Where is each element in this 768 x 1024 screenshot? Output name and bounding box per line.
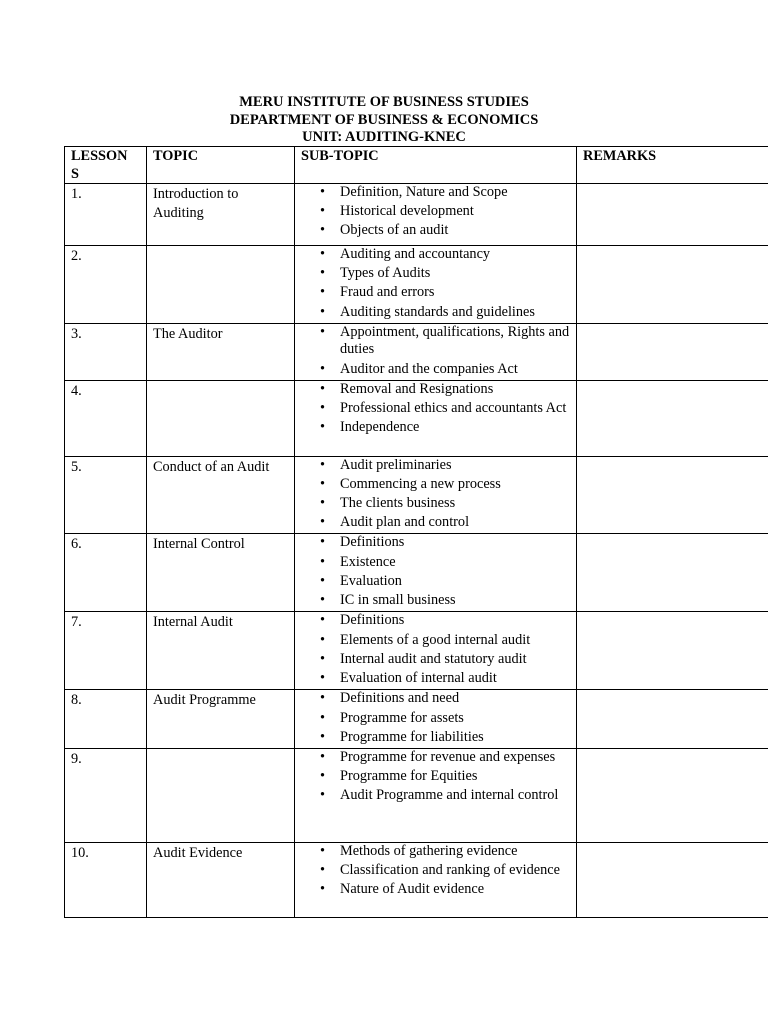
- subtopic-text: Programme for liabilities: [340, 728, 484, 745]
- list-item: [295, 670, 576, 688]
- topic-cell: Audit Programme: [147, 690, 295, 749]
- table-row: [65, 184, 768, 246]
- bullet-icon: •: [320, 787, 326, 804]
- table-row: [65, 534, 768, 612]
- topic-cell: [147, 380, 295, 456]
- subtopic-text: Definition, Nature and Scope: [340, 184, 508, 200]
- list-item: [295, 284, 576, 302]
- subtopic-cell: [295, 323, 577, 380]
- lesson-number: 8.: [65, 690, 147, 749]
- remarks-cell: [577, 323, 768, 380]
- list-item: [295, 651, 576, 669]
- bullet-icon: •: [320, 495, 326, 512]
- list-item: [295, 476, 576, 494]
- bullet-icon: •: [320, 475, 326, 492]
- bullet-icon: •: [320, 612, 326, 629]
- table-row: [65, 690, 768, 749]
- subtopic-text: Independence: [340, 419, 420, 436]
- subtopic-text: Removal and Resignations: [340, 380, 494, 397]
- subtopic-text: Elements of a good internal audit: [340, 631, 531, 648]
- subtopic-text: Audit Programme and internal control: [340, 787, 559, 804]
- subtopic-cell: [295, 612, 577, 690]
- subtopic-text: Professional ethics and accountants Act: [340, 399, 567, 416]
- table-header-row: [65, 147, 768, 184]
- bullet-icon: •: [320, 380, 326, 397]
- subtopic-text: Commencing a new process: [340, 475, 501, 492]
- topic-cell: [147, 749, 295, 843]
- list-item: [295, 554, 576, 572]
- bullet-icon: •: [320, 203, 326, 220]
- lesson-number: 7.: [65, 612, 147, 690]
- bullet-icon: •: [320, 709, 326, 726]
- subtopic-cell: [295, 456, 577, 534]
- remarks-cell: [577, 380, 768, 456]
- topic-cell: Internal Audit: [147, 612, 295, 690]
- subtopic-list: [295, 690, 576, 746]
- table-row: [65, 612, 768, 690]
- remarks-cell: [577, 184, 768, 246]
- bullet-icon: •: [320, 572, 326, 589]
- table-row: [65, 456, 768, 534]
- bullet-icon: •: [320, 284, 326, 301]
- remarks-cell: [577, 690, 768, 749]
- subtopic-text: Evaluation of internal audit: [340, 670, 497, 687]
- bullet-icon: •: [320, 553, 326, 570]
- subtopic-text: Audit plan and control: [340, 514, 470, 531]
- bullet-icon: •: [320, 690, 326, 707]
- list-item: [295, 710, 576, 728]
- remarks-cell: [577, 843, 768, 918]
- subtopic-text: Auditing and accountancy: [340, 246, 491, 262]
- subtopic-list: [295, 184, 576, 240]
- institute-name: MERU INSTITUTE OF BUSINESS STUDIES: [239, 94, 529, 110]
- subtopic-text: Classification and ranking of evidence: [340, 862, 560, 879]
- bullet-icon: •: [320, 323, 326, 340]
- bullet-icon: •: [320, 534, 326, 551]
- list-item: [295, 749, 576, 767]
- subtopic-text: Programme for Equities: [340, 768, 478, 785]
- subtopic-cell: [295, 843, 577, 918]
- topic-cell: Conduct of an Audit: [147, 456, 295, 534]
- list-item: [295, 381, 576, 399]
- bullet-icon: •: [320, 514, 326, 531]
- subtopic-text: Methods of gathering evidence: [340, 843, 518, 860]
- subtopic-text: Existence: [340, 553, 396, 570]
- subtopic-text: Fraud and errors: [340, 284, 435, 301]
- list-item: [295, 862, 576, 880]
- list-item: [295, 246, 576, 264]
- list-item: [295, 495, 576, 513]
- lesson-number: 4.: [65, 380, 147, 456]
- subtopic-list: [295, 612, 576, 687]
- document-header: [0, 94, 768, 147]
- lesson-number: 9.: [65, 749, 147, 843]
- subtopic-text: Evaluation: [340, 572, 402, 589]
- list-item: [295, 222, 576, 240]
- remarks-cell: [577, 612, 768, 690]
- subtopic-text: Programme for assets: [340, 709, 464, 726]
- lesson-number: 10.: [65, 843, 147, 918]
- subtopic-list: [295, 534, 576, 609]
- table-row: [65, 246, 768, 324]
- subtopic-text: Definitions: [340, 534, 405, 551]
- lesson-number: 2.: [65, 246, 147, 324]
- bullet-icon: •: [320, 650, 326, 667]
- subtopic-text: Programme for revenue and expenses: [340, 749, 556, 766]
- subtopic-text: Appointment, qualifications, Rights and duties: [340, 323, 570, 358]
- subtopic-text: Definitions: [340, 612, 405, 629]
- list-item: [295, 729, 576, 747]
- subtopic-text: IC in small business: [340, 592, 456, 609]
- bullet-icon: •: [320, 670, 326, 687]
- list-item: [295, 514, 576, 532]
- subtopic-list: [295, 324, 576, 378]
- subtopic-list: [295, 246, 576, 321]
- table-row: [65, 749, 768, 843]
- subtopic-cell: [295, 749, 577, 843]
- bullet-icon: •: [320, 728, 326, 745]
- bullet-icon: •: [320, 592, 326, 609]
- remarks-cell: [577, 534, 768, 612]
- subtopic-text: The clients business: [340, 495, 456, 512]
- bullet-icon: •: [320, 246, 326, 262]
- list-item: [295, 881, 576, 899]
- list-item: [295, 304, 576, 322]
- topic-cell: Audit Evidence: [147, 843, 295, 918]
- list-item: [295, 361, 576, 379]
- bullet-icon: •: [320, 184, 326, 200]
- subtopic-list: [295, 457, 576, 532]
- remarks-cell: [577, 749, 768, 843]
- remarks-cell: [577, 456, 768, 534]
- topic-cell: Introduction to Auditing: [147, 184, 295, 246]
- bullet-icon: •: [320, 881, 326, 898]
- subtopic-text: Objects of an audit: [340, 222, 449, 239]
- column-header-subtopic: SUB-TOPIC: [295, 147, 577, 184]
- subtopic-cell: [295, 184, 577, 246]
- subtopic-cell: [295, 380, 577, 456]
- bullet-icon: •: [320, 768, 326, 785]
- list-item: [295, 632, 576, 650]
- bullet-icon: •: [320, 749, 326, 766]
- lesson-number: 1.: [65, 184, 147, 246]
- table-row: [65, 380, 768, 456]
- unit-title: UNIT: AUDITING-KNEC: [302, 129, 466, 145]
- table-body: [65, 184, 768, 918]
- bullet-icon: •: [320, 265, 326, 282]
- subtopic-text: Auditing standards and guidelines: [340, 303, 535, 320]
- list-item: [295, 324, 576, 359]
- lesson-number: 3.: [65, 323, 147, 380]
- list-item: [295, 573, 576, 591]
- bullet-icon: •: [320, 222, 326, 239]
- list-item: [295, 265, 576, 283]
- list-item: [295, 419, 576, 437]
- list-item: [295, 203, 576, 221]
- topic-cell: Internal Control: [147, 534, 295, 612]
- bullet-icon: •: [320, 862, 326, 879]
- bullet-icon: •: [320, 456, 326, 473]
- list-item: [295, 534, 576, 552]
- list-item: [295, 592, 576, 610]
- list-item: [295, 768, 576, 786]
- subtopic-text: Auditor and the companies Act: [340, 360, 518, 377]
- department-name: DEPARTMENT OF BUSINESS & ECONOMICS: [229, 111, 539, 128]
- subtopic-text: Historical development: [340, 203, 474, 220]
- subtopic-list: [295, 843, 576, 899]
- column-header-topic: TOPIC: [147, 147, 295, 184]
- bullet-icon: •: [320, 399, 326, 416]
- subtopic-text: Internal audit and statutory audit: [340, 650, 527, 667]
- subtopic-text: Nature of Audit evidence: [340, 881, 485, 898]
- bullet-icon: •: [320, 360, 326, 377]
- table-row: [65, 843, 768, 918]
- syllabus-table: [64, 146, 768, 918]
- bullet-icon: •: [320, 303, 326, 320]
- table-row: [65, 323, 768, 380]
- subtopic-list: [295, 749, 576, 805]
- column-header-lessons: LESSON S: [65, 147, 147, 184]
- topic-cell: The Auditor: [147, 323, 295, 380]
- list-item: [295, 843, 576, 861]
- subtopic-cell: [295, 246, 577, 324]
- subtopic-list: [295, 381, 576, 437]
- subtopic-text: Definitions and need: [340, 690, 460, 707]
- lesson-number: 6.: [65, 534, 147, 612]
- topic-cell: [147, 246, 295, 324]
- subtopic-cell: [295, 690, 577, 749]
- list-item: [295, 457, 576, 475]
- list-item: [295, 400, 576, 418]
- subtopic-text: Audit preliminaries: [340, 456, 452, 473]
- remarks-cell: [577, 246, 768, 324]
- list-item: [295, 184, 576, 202]
- subtopic-text: Types of Audits: [340, 265, 431, 282]
- list-item: [295, 612, 576, 630]
- lesson-number: 5.: [65, 456, 147, 534]
- bullet-icon: •: [320, 631, 326, 648]
- list-item: [295, 787, 576, 805]
- bullet-icon: •: [320, 843, 326, 860]
- list-item: [295, 690, 576, 708]
- subtopic-cell: [295, 534, 577, 612]
- column-header-remarks: REMARKS: [577, 147, 768, 184]
- bullet-icon: •: [320, 419, 326, 436]
